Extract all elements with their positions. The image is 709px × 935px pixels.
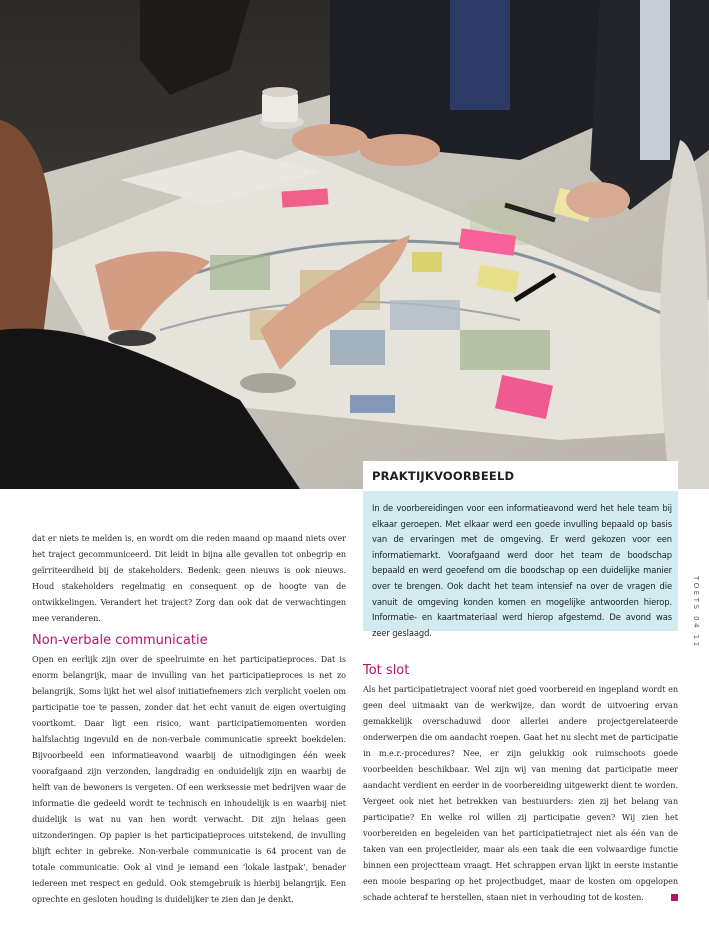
example-box-text: In de voorbereidingen voor een informatieavond werd het hele team bij elkaar geroepen. Met elkaar werd een goede invulling bepaald op basis van de ervaringen met de omgeving. Er werd gekozen voor een informatiemarkt. Voorafgaand werd door het team de boodschap bepaald en werd geoefend om die boodschap op een duidelijke manier over te brengen. Ook dacht het team intensief na over de vragen die vanuit de omgeving konden komen en mogelijke antwoorden hierop. Informatie- en kaartmateriaal werd hierop afgestemd. De avond was zeer geslaagd.	[372, 503, 672, 638]
heading-non-verbal: Non-verbale communicatie	[32, 633, 208, 648]
end-mark-icon	[671, 894, 678, 901]
example-box-header	[363, 461, 678, 491]
column2-body: Als het participatietraject vooraf niet goed voorbereid en ingepland wordt en geen deel uitmaakt van de werkwijze, dan wordt de uitvoering ervan gemakkelijk overschaduwd door allerlei andere projectgerelateerde onderwerpen die om aandacht roepen. Gaat het nu slecht met de participatie in m.e.r.-procedures? Nee, er zijn gelukkig ook ruimschoots goede voorbeelden beschikbaar. Wel zijn wij van mening dat participatie meer aandacht verdient en eerder in de voorbereiding uitgewerkt dient te worden. Vergeet ook niet het betrekken van bestuurders: zien zij het belang van participatie? En welke rol willen zij participatie geven? Wij zien het voorbereiden en begeleiden van het participatietraject niet als één van de taken van een projectleider, maar als een taak die een volwaardige functie binnen een projectteam vraagt. Het schrappen ervan lijkt in eerste instantie een mooie besparing op het projectbudget, maar de kosten om opgelopen schade achteraf te herstellen, staan niet in verhouding tot de kosten.	[363, 684, 678, 902]
issue-text: TOETS 04 11	[692, 576, 700, 649]
issue-label	[690, 576, 702, 649]
column1-intro: dat er niets te melden is, en wordt om die reden maand op maand niets over het traject gecommuniceerd. Dit leidt in bijna alle gevallen tot onbegrip en geïrriteerdheid bij de stakeholders. Bedenk: geen nieuws is ook nieuws. Houd stakeholders regelmatig en consequent op de hoogte van de ontwikkelingen. Verandert het traject? Zorg dan ook dat de verwachtingen mee veranderen.	[32, 533, 346, 623]
example-box	[363, 461, 678, 638]
example-box-title: PRAKTIJKVOORBEELD	[372, 469, 515, 483]
heading-tot-slot: Tot slot	[363, 663, 410, 678]
column1-body: Open en eerlijk zijn over de speelruimte en het participatieproces. Dat is enorm belangrijk, maar de invulling van het participatieproces is net zo belangrijk. Soms lijkt het wel alsof initiatiefnemers zich verplicht voelen om participatie toe te passen, zonder dat het echt vanuit de eigen overtuiging voortkomt. Daar ligt een risico, want participatiemomenten worden halfslachtig ingevuld en de non-verbale communicatie spreekt boekdelen. Bijvoorbeeld een informatieavond waarbij de uitnodigingen één week voorafgaand zijn verzonden, langdradig en onduidelijk zijn en waarbij de helft van de bewoners is vergeten. Of een werksessie met bedrijven waar de informatie die gedeeld wordt te technisch en inhoudelijk is en waarbij niet duidelijk is wat nu van hen wordt verwacht. Dit zijn helaas geen uitzonderingen. Op papier is het participatieproces uitstekend, de invulling blijft echter in gebreke. Non-verbale communicatie is 64 procent van de totale communicatie. Ook al vind je iemand een ‘lokale lastpak’, benader iedereen met respect en geduld. Ook stemgebruik is hierbij belangrijk. Een oprechte en gesloten houding is duidelijker te zien dan je denkt.	[32, 654, 346, 904]
